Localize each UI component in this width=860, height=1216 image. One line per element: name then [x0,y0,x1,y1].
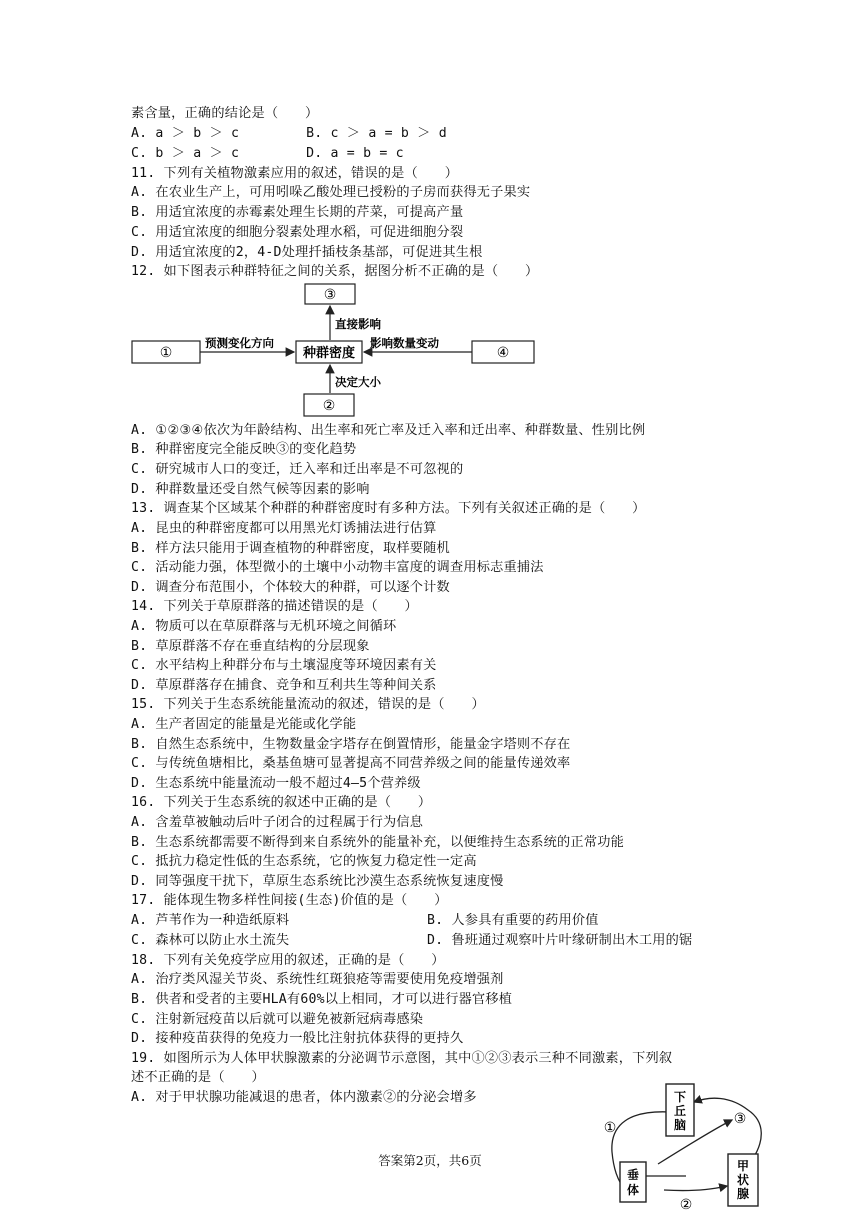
text-line: B. 生态系统都需要不断得到来自系统外的能量补充，以便维持生态系统的正常功能 [131,835,624,850]
text-line: C. 与传统鱼塘相比，桑基鱼塘可显著提高不同营养级之间的能量传递效率 [131,756,571,771]
question-19: 19. 如图所示为人体甲状腺激素的分泌调节示意图，其中①②③表示三种不同激素，下列叙 [131,1051,673,1066]
text-line: A. 物质可以在草原群落与无机环境之间循环 [131,619,397,634]
hormone-2-label: ② [679,1197,693,1213]
hormone-1-label: ① [603,1120,617,1136]
pituitary-char: 体 [626,1183,640,1197]
thyroid-char: 甲 [736,1159,750,1173]
text-line: A. 治疗类风湿关节炎、系统性红斑狼疮等需要使用免疫增强剂 [131,972,504,987]
text-line: B. 用适宜浓度的赤霉素处理生长期的芹菜，可提高产量 [131,205,464,220]
thyroid-char: 状 [736,1173,750,1187]
text-line: 素含量，正确的结论是（ ） [131,106,319,121]
q17-option-c: C. 森林可以防止水土流失 [131,933,290,948]
question-16: 16. 下列关于生态系统的叙述中正确的是（ ） [131,795,432,810]
pituitary-char: 垂 [626,1168,640,1182]
text-line: B. 样方法只能用于调查植物的种群密度，取样要随机 [131,541,450,556]
thyroid-regulation-diagram [600,1082,770,1216]
page-footer: 答案第2页，共6页 [378,1153,482,1168]
question-15: 15. 下列关于生态系统能量流动的叙述，错误的是（ ） [131,697,485,712]
text-line: D. 调查分布范围小，个体较大的种群，可以逐个计数 [131,580,450,595]
text-line: 述不正确的是（ ） [131,1070,265,1085]
label-influence: 影响数量变动 [370,336,439,350]
text-line: D. 种群数量还受自然气候等因素的影响 [131,482,370,497]
q17-option-b: B. 人参具有重要的药用价值 [427,913,599,928]
text-line: A. 生产者固定的能量是光能或化学能 [131,717,357,732]
question-17: 17. 能体现生物多样性间接(生态)价值的是（ ） [131,893,448,908]
text-line: A. 含羞草被触动后叶子闭合的过程属于行为信息 [131,815,424,830]
text-line: A. 昆虫的种群密度都可以用黑光灯诱捕法进行估算 [131,521,437,536]
label-direct: 直接影响 [335,317,381,331]
question-13: 13. 调查某个区域某个种群的种群密度时有多种方法。下列有关叙述正确的是（ ） [131,501,646,516]
question-14: 14. 下列关于草原群落的描述错误的是（ ） [131,599,418,614]
text-line: D. 同等强度干扰下，草原生态系统比沙漠生态系统恢复速度慢 [131,874,504,889]
text-line: C. 水平结构上种群分布与土壤湿度等环境因素有关 [131,658,437,673]
hormone-3-label: ③ [733,1111,747,1127]
thyroid-char: 腺 [736,1187,750,1201]
hypothalamus-char: 脑 [673,1118,687,1132]
text-line: C. b ＞ a ＞ c D. a = b = c [131,146,404,161]
text-line: A. a ＞ b ＞ c B. c ＞ a = b ＞ d [131,126,447,141]
box-4-label: ④ [496,345,510,361]
label-decide: 决定大小 [335,375,381,389]
question-18: 18. 下列有关免疫学应用的叙述，正确的是（ ） [131,953,445,968]
text-line: D. 草原群落存在捕食、竞争和互利共生等种间关系 [131,678,437,693]
box-3-label: ③ [323,287,337,303]
population-characteristics-diagram [120,280,540,420]
text-line: B. 种群密度完全能反映③的变化趋势 [131,442,357,457]
text-line: C. 活动能力强，体型微小的土壤中小动物丰富度的调查用标志重捕法 [131,560,544,575]
text-line: A. 对于甲状腺功能减退的患者，体内激素②的分泌会增多 [131,1090,477,1105]
text-line: C. 抵抗力稳定性低的生态系统，它的恢复力稳定性一定高 [131,854,477,869]
q17-option-a: A. 芦苇作为一种造纸原料 [131,913,290,928]
hypothalamus-char: 丘 [673,1104,687,1118]
question-11: 11. 下列有关植物激素应用的叙述，错误的是（ ） [131,166,459,181]
text-line: B. 供者和受者的主要HLA有60%以上相同，才可以进行器官移植 [131,992,513,1007]
text-line: C. 用适宜浓度的细胞分裂素处理水稻，可促进细胞分裂 [131,225,464,240]
text-line: B. 草原群落不存在垂直结构的分层现象 [131,639,370,654]
center-label: 种群密度 [302,346,356,361]
text-line: C. 注射新冠疫苗以后就可以避免被新冠病毒感染 [131,1012,424,1027]
path-bottom [664,1186,727,1191]
text-line: D. 用适宜浓度的2，4-D处理扦插枝条基部，可促进其生根 [131,245,483,260]
text-line: A. ①②③④依次为年龄结构、出生率和死亡率及迁入率和迁出率、种群数量、性别比例 [131,423,646,438]
question-12: 12. 如下图表示种群特征之间的关系，据图分析不正确的是（ ） [131,264,539,279]
text-line: A. 在农业生产上，可用吲哚乙酸处理已授粉的子房而获得无子果实 [131,185,531,200]
text-line: B. 自然生态系统中，生物数量金字塔存在倒置情形，能量金字塔则不存在 [131,737,571,752]
q17-option-d: D. 鲁班通过观察叶片叶缘研制出木工用的锯 [427,933,693,948]
hypothalamus-char: 下 [673,1090,687,1104]
text-line: D. 生态系统中能量流动一般不超过4—5个营养级 [131,776,421,791]
text-line: C. 研究城市人口的变迁，迁入率和迁出率是不可忽视的 [131,462,464,477]
box-1-label: ① [159,345,173,361]
label-predict: 预测变化方向 [205,336,274,350]
box-2-label: ② [322,398,336,414]
text-line: D. 接种疫苗获得的免疫力一般比注射抗体获得的更持久 [131,1031,464,1046]
